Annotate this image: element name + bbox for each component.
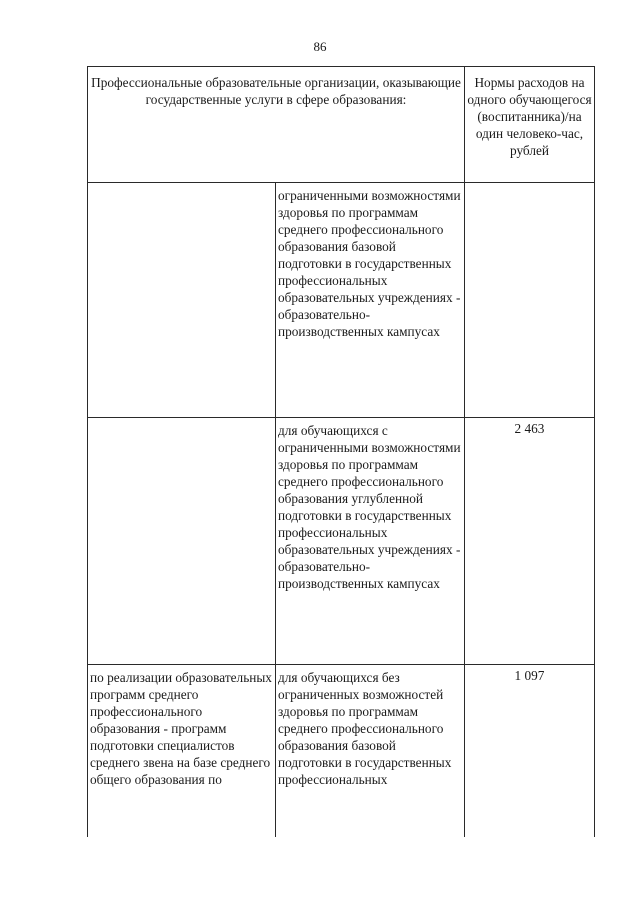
group-cell: [88, 418, 276, 665]
category-cell: [276, 183, 465, 418]
category-cell: [276, 665, 465, 838]
category-text: ограниченными возможностями здоровья по программам среднего профессионального образования базовой подготовки в государственных профессиональных образовательных учреждениях - образовательно-производственных кампусах: [278, 188, 461, 339]
norms-table: [87, 66, 595, 837]
header-norms-text: Нормы расходов на одного обучающегося (воспитанника)/на один человеко-час, рублей: [467, 75, 592, 158]
header-organizations-text: Профессиональные образовательные организации, оказывающие государственные услуги в сфере образования:: [91, 75, 461, 107]
group-cell: [88, 183, 276, 418]
table-header-row: [88, 67, 595, 183]
value-text: 1 097: [514, 668, 545, 683]
category-cell: [276, 418, 465, 665]
value-cell: [465, 183, 595, 418]
group-cell: [88, 665, 276, 838]
table-row: [88, 418, 595, 665]
page-number: 86: [313, 39, 327, 54]
category-text: для обучающихся с ограниченными возможностями здоровья по программам среднего профессионального образования углубленной подготовки в государственных профессиональных образовательных учреждениях - образовательно-производственных кампусах: [278, 423, 461, 591]
value-text: 2 463: [514, 421, 545, 436]
table-row: [88, 665, 595, 838]
group-text: по реализации образовательных программ среднего профессионального образования - программ подготовки специалистов среднего звена на базе среднего общего образования по: [90, 670, 272, 787]
header-organizations-cell: [88, 67, 465, 183]
category-text: для обучающихся без ограниченных возможностей здоровья по программам среднего профессионального образования базовой подготовки в государственных профессиональных: [278, 670, 452, 787]
table-row: [88, 183, 595, 418]
value-cell: [465, 665, 595, 838]
value-cell: [465, 418, 595, 665]
header-norms-cell: [465, 67, 595, 183]
